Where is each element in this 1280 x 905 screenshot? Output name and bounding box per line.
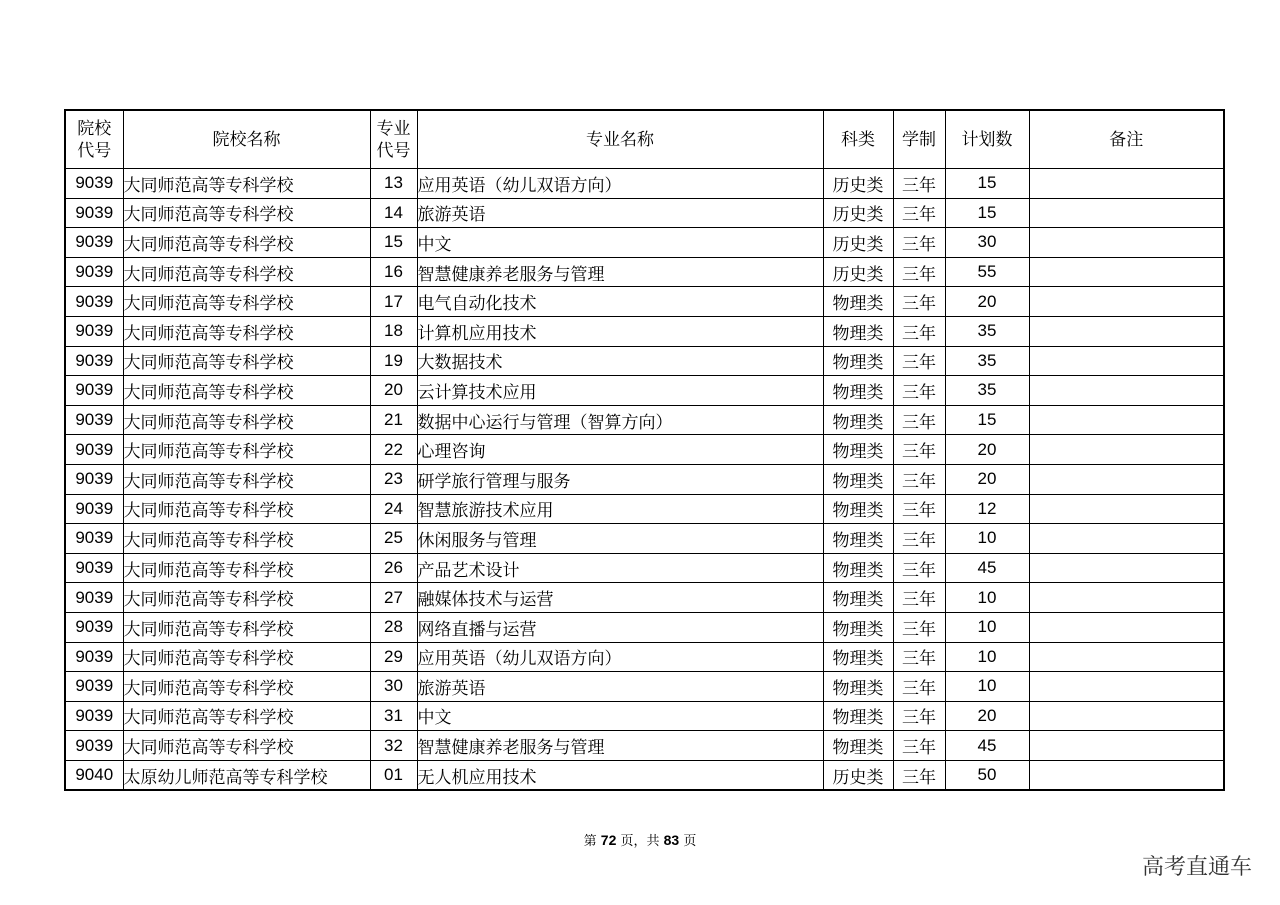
cell-remark <box>1029 494 1224 524</box>
cell-category: 物理类 <box>823 642 893 672</box>
cell-category: 物理类 <box>823 316 893 346</box>
cell-duration: 三年 <box>893 731 945 761</box>
cell-school-name: 大同师范高等专科学校 <box>123 316 370 346</box>
cell-remark <box>1029 731 1224 761</box>
cell-major-code: 27 <box>370 583 417 613</box>
cell-plan: 55 <box>945 257 1029 287</box>
cell-plan: 10 <box>945 672 1029 702</box>
cell-remark <box>1029 228 1224 258</box>
cell-major-code: 32 <box>370 731 417 761</box>
table-row <box>65 287 1224 317</box>
cell-major-name: 应用英语（幼儿双语方向） <box>417 642 823 672</box>
cell-category: 物理类 <box>823 612 893 642</box>
cell-remark <box>1029 583 1224 613</box>
cell-category: 物理类 <box>823 376 893 406</box>
cell-major-name: 计算机应用技术 <box>417 316 823 346</box>
table-row <box>65 524 1224 554</box>
cell-duration: 三年 <box>893 228 945 258</box>
cell-remark <box>1029 701 1224 731</box>
table-row <box>65 612 1224 642</box>
cell-school-code: 9039 <box>65 701 123 731</box>
cell-school-name: 大同师范高等专科学校 <box>123 553 370 583</box>
cell-duration: 三年 <box>893 642 945 672</box>
cell-major-code: 31 <box>370 701 417 731</box>
cell-school-name: 大同师范高等专科学校 <box>123 376 370 406</box>
header-school-name: 院校名称 <box>123 110 370 169</box>
cell-remark <box>1029 198 1224 228</box>
cell-school-code: 9039 <box>65 287 123 317</box>
cell-category: 物理类 <box>823 435 893 465</box>
cell-duration: 三年 <box>893 435 945 465</box>
header-major-code: 专业 代号 <box>370 110 417 169</box>
table-row <box>65 672 1224 702</box>
cell-major-name: 旅游英语 <box>417 672 823 702</box>
cell-school-code: 9039 <box>65 435 123 465</box>
cell-remark <box>1029 376 1224 406</box>
table-row <box>65 494 1224 524</box>
cell-duration: 三年 <box>893 701 945 731</box>
cell-plan: 15 <box>945 405 1029 435</box>
table-row <box>65 464 1224 494</box>
cell-duration: 三年 <box>893 376 945 406</box>
cell-duration: 三年 <box>893 257 945 287</box>
header-category: 科类 <box>823 110 893 169</box>
table-row <box>65 435 1224 465</box>
table-row <box>65 169 1224 199</box>
cell-school-code: 9039 <box>65 198 123 228</box>
cell-remark <box>1029 553 1224 583</box>
cell-remark <box>1029 672 1224 702</box>
cell-major-name: 无人机应用技术 <box>417 760 823 790</box>
cell-remark <box>1029 316 1224 346</box>
cell-plan: 45 <box>945 553 1029 583</box>
cell-plan: 15 <box>945 169 1029 199</box>
cell-school-name: 大同师范高等专科学校 <box>123 169 370 199</box>
cell-school-name: 大同师范高等专科学校 <box>123 524 370 554</box>
cell-category: 物理类 <box>823 346 893 376</box>
cell-school-code: 9039 <box>65 464 123 494</box>
cell-major-name: 中文 <box>417 228 823 258</box>
header-major-name: 专业名称 <box>417 110 823 169</box>
cell-school-name: 大同师范高等专科学校 <box>123 257 370 287</box>
cell-plan: 35 <box>945 376 1029 406</box>
cell-plan: 50 <box>945 760 1029 790</box>
cell-plan: 45 <box>945 731 1029 761</box>
cell-school-name: 大同师范高等专科学校 <box>123 642 370 672</box>
cell-plan: 20 <box>945 701 1029 731</box>
cell-category: 历史类 <box>823 169 893 199</box>
cell-major-code: 21 <box>370 405 417 435</box>
cell-remark <box>1029 642 1224 672</box>
cell-major-name: 电气自动化技术 <box>417 287 823 317</box>
cell-school-code: 9039 <box>65 583 123 613</box>
cell-category: 物理类 <box>823 583 893 613</box>
cell-plan: 10 <box>945 583 1029 613</box>
cell-major-code: 01 <box>370 760 417 790</box>
cell-plan: 10 <box>945 642 1029 672</box>
cell-duration: 三年 <box>893 169 945 199</box>
cell-category: 历史类 <box>823 760 893 790</box>
cell-plan: 12 <box>945 494 1029 524</box>
table-row <box>65 376 1224 406</box>
cell-category: 历史类 <box>823 198 893 228</box>
footer-suffix: 页 <box>679 834 697 849</box>
cell-major-name: 中文 <box>417 701 823 731</box>
cell-remark <box>1029 346 1224 376</box>
cell-school-code: 9039 <box>65 376 123 406</box>
table-row <box>65 642 1224 672</box>
cell-school-name: 大同师范高等专科学校 <box>123 287 370 317</box>
cell-plan: 20 <box>945 287 1029 317</box>
header-remark: 备注 <box>1029 110 1224 169</box>
header-plan: 计划数 <box>945 110 1029 169</box>
cell-remark <box>1029 287 1224 317</box>
cell-category: 物理类 <box>823 464 893 494</box>
page-footer <box>0 830 1280 849</box>
cell-major-code: 28 <box>370 612 417 642</box>
cell-major-name: 休闲服务与管理 <box>417 524 823 554</box>
cell-major-name: 大数据技术 <box>417 346 823 376</box>
cell-remark <box>1029 169 1224 199</box>
cell-remark <box>1029 257 1224 287</box>
cell-school-name: 大同师范高等专科学校 <box>123 464 370 494</box>
cell-major-code: 15 <box>370 228 417 258</box>
cell-school-name: 大同师范高等专科学校 <box>123 405 370 435</box>
cell-major-name: 融媒体技术与运营 <box>417 583 823 613</box>
watermark-text: 高考直通车 <box>1141 855 1252 880</box>
cell-major-code: 26 <box>370 553 417 583</box>
cell-category: 物理类 <box>823 524 893 554</box>
header-duration: 学制 <box>893 110 945 169</box>
cell-major-name: 智慧旅游技术应用 <box>417 494 823 524</box>
cell-category: 物理类 <box>823 553 893 583</box>
cell-school-code: 9040 <box>65 760 123 790</box>
cell-school-name: 大同师范高等专科学校 <box>123 701 370 731</box>
cell-major-name: 应用英语（幼儿双语方向） <box>417 169 823 199</box>
cell-category: 物理类 <box>823 405 893 435</box>
cell-major-name: 产品艺术设计 <box>417 553 823 583</box>
cell-major-code: 14 <box>370 198 417 228</box>
header-school-code: 院校 代号 <box>65 110 123 169</box>
cell-category: 物理类 <box>823 672 893 702</box>
cell-school-code: 9039 <box>65 346 123 376</box>
cell-duration: 三年 <box>893 316 945 346</box>
cell-school-code: 9039 <box>65 672 123 702</box>
cell-school-name: 大同师范高等专科学校 <box>123 435 370 465</box>
table-row <box>65 405 1224 435</box>
footer-prefix: 第 <box>583 834 601 849</box>
cell-major-name: 智慧健康养老服务与管理 <box>417 257 823 287</box>
cell-major-code: 25 <box>370 524 417 554</box>
cell-duration: 三年 <box>893 583 945 613</box>
cell-major-name: 心理咨询 <box>417 435 823 465</box>
cell-school-code: 9039 <box>65 612 123 642</box>
cell-school-name: 太原幼儿师范高等专科学校 <box>123 760 370 790</box>
total-page-number: 83 <box>663 832 680 848</box>
footer-middle: 页，共 <box>616 834 664 849</box>
cell-school-name: 大同师范高等专科学校 <box>123 228 370 258</box>
cell-major-code: 22 <box>370 435 417 465</box>
cell-major-name: 旅游英语 <box>417 198 823 228</box>
cell-school-code: 9039 <box>65 257 123 287</box>
cell-plan: 20 <box>945 435 1029 465</box>
cell-major-code: 24 <box>370 494 417 524</box>
cell-school-code: 9039 <box>65 316 123 346</box>
table-header-row <box>65 110 1224 169</box>
cell-remark <box>1029 760 1224 790</box>
cell-category: 物理类 <box>823 731 893 761</box>
cell-duration: 三年 <box>893 612 945 642</box>
cell-major-code: 17 <box>370 287 417 317</box>
cell-plan: 10 <box>945 612 1029 642</box>
table-row <box>65 198 1224 228</box>
table-row <box>65 583 1224 613</box>
cell-plan: 20 <box>945 464 1029 494</box>
cell-remark <box>1029 612 1224 642</box>
cell-school-code: 9039 <box>65 405 123 435</box>
cell-category: 物理类 <box>823 494 893 524</box>
cell-plan: 35 <box>945 316 1029 346</box>
cell-duration: 三年 <box>893 464 945 494</box>
cell-school-name: 大同师范高等专科学校 <box>123 346 370 376</box>
cell-school-name: 大同师范高等专科学校 <box>123 198 370 228</box>
cell-duration: 三年 <box>893 494 945 524</box>
table-row <box>65 701 1224 731</box>
enrollment-plan-table <box>64 109 1225 791</box>
cell-school-code: 9039 <box>65 642 123 672</box>
cell-major-name: 数据中心运行与管理（智算方向） <box>417 405 823 435</box>
cell-duration: 三年 <box>893 287 945 317</box>
cell-school-name: 大同师范高等专科学校 <box>123 731 370 761</box>
cell-school-name: 大同师范高等专科学校 <box>123 583 370 613</box>
cell-remark <box>1029 524 1224 554</box>
table-row <box>65 316 1224 346</box>
cell-major-code: 16 <box>370 257 417 287</box>
table-row <box>65 760 1224 790</box>
cell-school-name: 大同师范高等专科学校 <box>123 494 370 524</box>
cell-school-code: 9039 <box>65 169 123 199</box>
cell-plan: 15 <box>945 198 1029 228</box>
current-page-number: 72 <box>600 832 617 848</box>
cell-school-code: 9039 <box>65 553 123 583</box>
table-row <box>65 731 1224 761</box>
cell-remark <box>1029 405 1224 435</box>
cell-major-name: 云计算技术应用 <box>417 376 823 406</box>
cell-major-name: 智慧健康养老服务与管理 <box>417 731 823 761</box>
cell-duration: 三年 <box>893 346 945 376</box>
cell-remark <box>1029 464 1224 494</box>
cell-major-code: 30 <box>370 672 417 702</box>
cell-duration: 三年 <box>893 760 945 790</box>
cell-major-name: 研学旅行管理与服务 <box>417 464 823 494</box>
cell-major-name: 网络直播与运营 <box>417 612 823 642</box>
table-row <box>65 257 1224 287</box>
cell-plan: 10 <box>945 524 1029 554</box>
cell-school-name: 大同师范高等专科学校 <box>123 672 370 702</box>
cell-school-code: 9039 <box>65 731 123 761</box>
cell-category: 历史类 <box>823 228 893 258</box>
cell-major-code: 23 <box>370 464 417 494</box>
cell-category: 物理类 <box>823 287 893 317</box>
table-row <box>65 228 1224 258</box>
cell-school-code: 9039 <box>65 494 123 524</box>
cell-category: 历史类 <box>823 257 893 287</box>
cell-school-code: 9039 <box>65 524 123 554</box>
cell-major-code: 19 <box>370 346 417 376</box>
cell-plan: 35 <box>945 346 1029 376</box>
cell-major-code: 18 <box>370 316 417 346</box>
cell-duration: 三年 <box>893 553 945 583</box>
cell-major-code: 13 <box>370 169 417 199</box>
cell-duration: 三年 <box>893 198 945 228</box>
cell-duration: 三年 <box>893 405 945 435</box>
cell-category: 物理类 <box>823 701 893 731</box>
cell-duration: 三年 <box>893 672 945 702</box>
cell-duration: 三年 <box>893 524 945 554</box>
cell-school-name: 大同师范高等专科学校 <box>123 612 370 642</box>
table-row <box>65 346 1224 376</box>
table-body <box>65 169 1224 791</box>
table-row <box>65 553 1224 583</box>
cell-plan: 30 <box>945 228 1029 258</box>
cell-school-code: 9039 <box>65 228 123 258</box>
cell-remark <box>1029 435 1224 465</box>
cell-major-code: 29 <box>370 642 417 672</box>
cell-major-code: 20 <box>370 376 417 406</box>
